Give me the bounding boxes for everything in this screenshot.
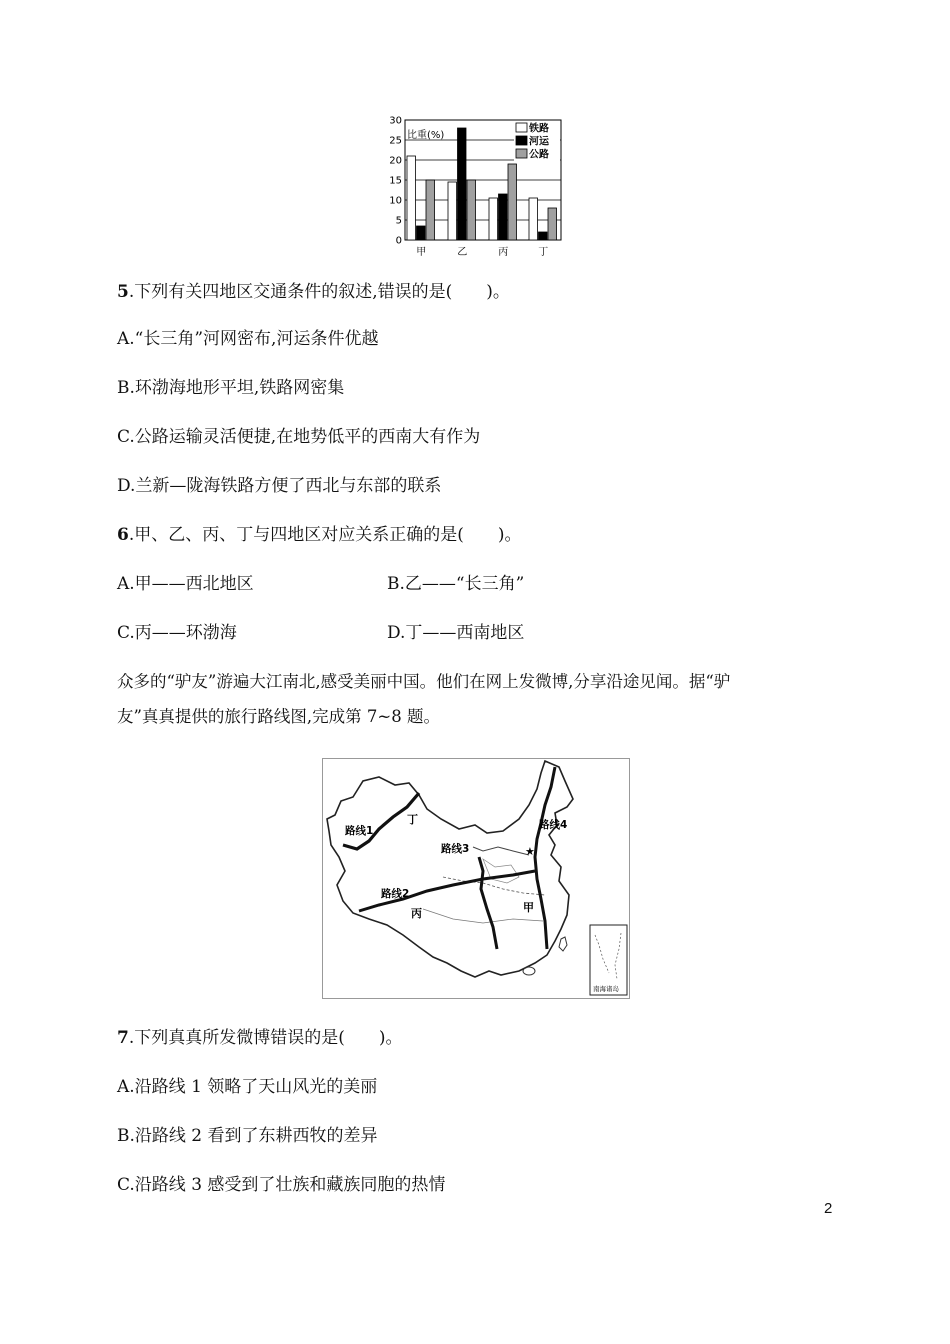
hainan-island (523, 967, 535, 975)
chart-bar (489, 198, 498, 240)
chart-legend-swatch (516, 136, 527, 145)
chart-legend-swatch (516, 149, 527, 158)
question-7-option-c: C.沿路线 3 感受到了壮族和藏族同胞的热情 (117, 1175, 446, 1195)
question-5-option-c: C.公路运输灵活便捷,在地势低平的西南大有作为 (117, 427, 481, 447)
chart-legend-label: 河运 (529, 136, 549, 148)
chart-bar (467, 180, 476, 240)
chart-ytick-label: 10 (389, 195, 402, 207)
question-6-stem (117, 523, 522, 547)
question-5-option-d: D.兰新—陇海铁路方便了西北与东部的联系 (117, 476, 442, 496)
chart-bar (458, 128, 467, 240)
question-6-option-d: D.丁——西南地区 (387, 623, 525, 643)
question-5-stem (117, 280, 510, 304)
chart-ytick-label: 5 (395, 215, 402, 227)
chart-bar (448, 182, 457, 240)
chart-ytick-label: 20 (389, 155, 402, 167)
chart-xtick-label: 乙 (457, 247, 468, 258)
chart-bar (548, 208, 557, 240)
chart-xtick-label: 丁 (538, 247, 549, 258)
chart-ytick-label: 15 (389, 175, 402, 187)
transport-bar-chart (385, 113, 564, 258)
chart-ytick-label: 25 (389, 135, 402, 147)
taiwan-island (559, 937, 567, 951)
chart-xtick-label: 丙 (498, 247, 509, 258)
route-4-label: 路线4 (539, 819, 568, 831)
intro-line-2: 友”真真提供的旅行路线图,完成第 7~8 题。 (117, 707, 440, 726)
map-svg (323, 759, 629, 998)
chart-bar (407, 156, 416, 240)
chart-legend-label: 公路 (529, 149, 549, 161)
question-6-option-c: C.丙——环渤海 (117, 623, 237, 643)
chart-bar (508, 164, 517, 240)
chart-legend-swatch (516, 123, 527, 132)
chart-xtick-label: 甲 (416, 247, 427, 258)
travel-route-map (322, 758, 630, 999)
chart-bar (417, 226, 426, 240)
question-5-option-b: B.环渤海地形平坦,铁路网密集 (117, 378, 345, 398)
question-5-option-a: A.“长三角”河网密布,河运条件优越 (117, 329, 379, 349)
route-3-label: 路线3 (441, 843, 470, 855)
question-6-text: .甲、乙、丙、丁与四地区对应关系正确的是( )。 (128, 525, 522, 545)
inset-label: 南海诸岛 (593, 985, 619, 993)
chart-bar (426, 180, 435, 240)
chart-svg (385, 113, 564, 258)
chart-bar (529, 198, 538, 240)
question-7-text: .下列真真所发微博错误的是( )。 (128, 1028, 403, 1048)
region-ding-label: 丁 (407, 813, 418, 826)
page-number: 2 (824, 1200, 833, 1217)
chart-ylabel: 比重(%) (407, 130, 445, 141)
question-6-option-a: A.甲——西北地区 (117, 574, 254, 594)
question-7-option-b: B.沿路线 2 看到了东耕西牧的差异 (117, 1126, 378, 1146)
question-5-text: .下列有关四地区交通条件的叙述,错误的是( )。 (128, 282, 510, 302)
question-7-number: 7 (117, 1028, 129, 1048)
question-5-number: 5 (117, 282, 129, 302)
chart-bar (539, 232, 548, 240)
intro-line-1: 众多的“驴友”游遍大江南北,感受美丽中国。他们在网上发微博,分享沿途见闻。据“驴 (117, 672, 731, 691)
region-jia-label: 甲 (523, 901, 534, 914)
route-2-label: 路线2 (381, 888, 410, 900)
chart-legend-label: 铁路 (529, 123, 549, 135)
question-6-option-b: B.乙——“长三角” (387, 574, 525, 594)
question-7-stem (117, 1026, 403, 1050)
region-bing-label: 丙 (411, 907, 422, 920)
chart-ytick-label: 0 (395, 235, 402, 247)
route-4-line (535, 767, 555, 949)
route-1-label: 路线1 (345, 825, 374, 837)
capital-star-icon: ★ (525, 845, 535, 858)
question-7-option-a: A.沿路线 1 领略了天山风光的美丽 (117, 1077, 378, 1097)
chart-bar (499, 194, 508, 240)
question-6-number: 6 (117, 525, 129, 545)
yellow-river (473, 847, 529, 855)
chart-ytick-label: 30 (389, 115, 402, 127)
